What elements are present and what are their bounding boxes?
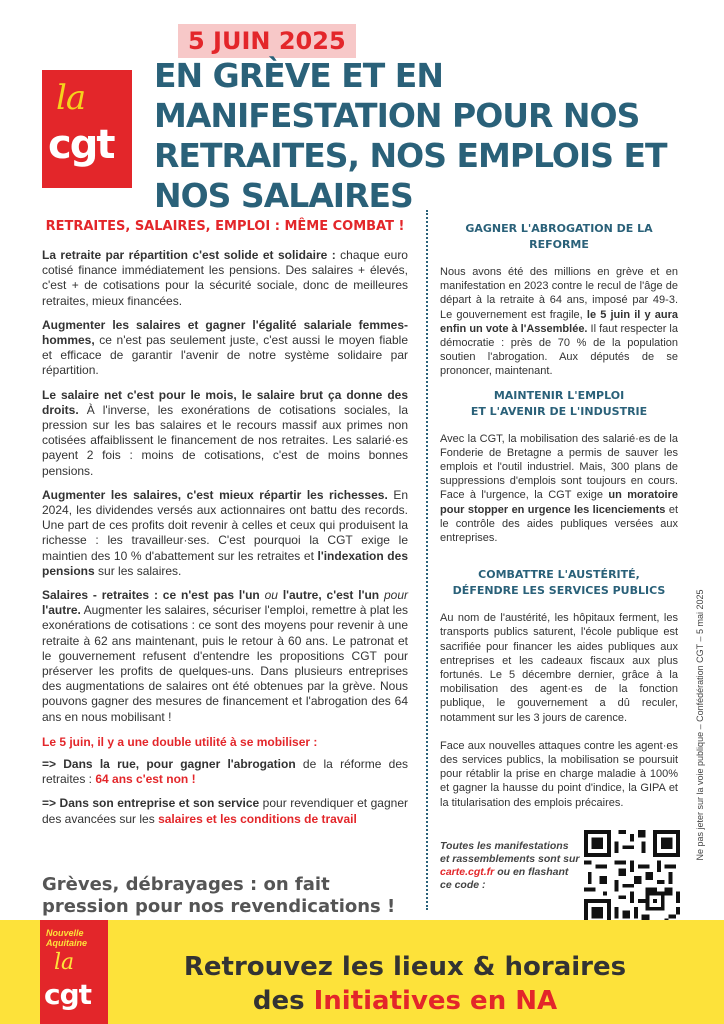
- right-column: [440, 215, 678, 819]
- paragraph-emploi: [440, 432, 678, 546]
- section-title-emploi: [440, 388, 678, 420]
- paragraph-austerite: Au nom de l'austérité, les hôpitaux ferment, les transports publics saturent, l'école publique est sacrifiée pour financer les aides publiques aux entreprises et les cadeaux fiscaux aux plus fortunés. Le 5 décembre dernier, grâce à la mobilisation des agent·es de la fonction publique, le gouvernement a dû reculer, notamment sur les 3 jours de carence.: [440, 612, 678, 724]
- cgt-logo: [42, 70, 132, 188]
- bold-lead: l'autre, c'est l'un: [277, 588, 384, 603]
- bold-lead: Salaires - retraites : ce n'est pas l'un: [42, 588, 265, 603]
- paragraph-text: de la réforme des retraites :: [42, 756, 409, 787]
- section-title-austerite: [440, 567, 678, 599]
- paragraph-egalite: [42, 318, 408, 379]
- bold-inline: l'indexation des pensions: [42, 548, 408, 578]
- section-title-abrogation: GAGNER L'ABROGATION DE LA REFORME: [465, 222, 653, 251]
- title-line: MAINTENIR L'EMPLOI: [493, 388, 625, 402]
- title-line: COMBATTRE L'AUSTÉRITÉ,: [478, 568, 640, 582]
- red-highlight: 64 ans c'est non !: [95, 772, 196, 787]
- bold-lead: => Dans la rue, pour gagner l'abrogation: [42, 756, 296, 771]
- paragraph-text: En 2024, les dividendes versés aux actionnaires ont battu des records. Une part de ces profits doit revenir à celles et ceux qui produisent la richesse : les travailleur·ses. C'est pourquoi la CGT exige le maintien des 10 % d'abattement sur les retraites et: [42, 487, 408, 563]
- paragraph-retraite: [42, 248, 408, 309]
- mobilise-heading: Le 5 juin, il y a une double utilité à se mobiliser :: [42, 734, 318, 749]
- paragraph-salaire-net: [42, 388, 408, 479]
- carte-cgt-link[interactable]: carte.cgt.fr: [440, 866, 495, 878]
- paragraph-text: Avec la CGT, la mobilisation des salarié·es de la Fonderie de Bretagne a permis de sauver les emplois et l'outil industriel. Mais, 300 plans de suppressions d'emplois sont toujours en cours. Face à l'urgence, la CGT exige: [440, 432, 678, 502]
- qr-caption: [440, 840, 580, 892]
- paragraph-text: Il faut respecter la démocratie : près de 70 % de la population soutien l'abrogation. Aux députés de se prononcer, maintenant.: [440, 322, 678, 378]
- footer-line: Retrouvez les lieux & horaires: [183, 952, 627, 982]
- date-badge: 5 JUIN 2025: [178, 24, 356, 58]
- paragraph-text: et le contrôle des aides publiques versées aux entreprises.: [440, 503, 679, 545]
- paragraph-text: pour revendiquer et gagner des avancées sur les: [42, 796, 408, 826]
- qr-caption-text: Toutes les manifestations et rassemblements sont sur: [440, 840, 580, 865]
- bold-lead: l'autre.: [42, 603, 81, 618]
- paragraph-services-publics: Face aux nouvelles attaques contre les agent·es des services publics, la mobilisation se poursuit pour rétablir la prise en charge maladie à 100% et gagner la hausse du point d'indice, la GIPA et la titularisation des emplois précaires.: [440, 739, 678, 809]
- cgt-na-logo: [40, 920, 108, 1024]
- paragraph-text: À l'inverse, les exonérations de cotisations sociales, la pression sur les bas salaires et le recours massif aux primes non cotisées affaiblissent le financement de nos retraites. Les salarié·es payent 2 fois : moins de cotisations, c'est de moins bonnes pensions.: [42, 402, 408, 478]
- column-divider: [426, 210, 428, 910]
- paragraph-text: ce n'est pas seulement juste, c'est aussi le moyen fiable et efficace de garantir l'avenir de notre système solidaire par répartition.: [42, 333, 408, 378]
- logo-cgt-text: cgt: [48, 122, 114, 168]
- footer-cta[interactable]: [125, 950, 685, 1018]
- bold-inline: un moratoire pour stopper en urgence les licenciements: [440, 489, 678, 516]
- title-line: ET L'AVENIR DE L'INDUSTRIE: [470, 404, 648, 418]
- logo-la-text: la: [56, 78, 86, 118]
- region-label: [46, 928, 87, 948]
- initiatives-link[interactable]: Initiatives en NA: [313, 986, 558, 1016]
- bold-inline: le 5 juin il y aura enfin un vote à l'Assemblée.: [440, 308, 678, 335]
- footer-line: des: [252, 986, 314, 1016]
- left-column: [42, 215, 408, 836]
- qr-caption-text: ou en flashant ce code :: [440, 866, 569, 891]
- left-section-title: RETRAITES, SALAIRES, EMPLOI : MÊME COMBAT !: [45, 219, 405, 234]
- paragraph-richesses: [42, 488, 408, 579]
- region-line: Nouvelle: [46, 928, 84, 938]
- paragraph-entreprise: [42, 796, 408, 826]
- title-line: DÉFENDRE LES SERVICES PUBLICS: [452, 584, 666, 598]
- bold-lead: Augmenter les salaires, c'est mieux répartir les richesses.: [42, 487, 388, 502]
- italic-word: ou: [264, 588, 278, 603]
- paragraph-text: Nous avons été des millions en grève et en manifestation en 2023 contre le recul de l'âge de départ à la retraite à 64 ans, imposé par 49-3. Le gouvernement est fragile,: [440, 266, 678, 321]
- greves-slogan: Grèves, débrayages : on fait pression pour nos revendications !: [42, 874, 396, 917]
- bold-lead: Le salaire net c'est pour le mois, le salaire brut ça donne des droits.: [42, 387, 408, 417]
- region-line: Aquitaine: [46, 938, 88, 948]
- italic-word: pour: [383, 588, 408, 603]
- paragraph-rue: [42, 757, 408, 787]
- qr-code[interactable]: [584, 830, 680, 926]
- side-note: [692, 535, 708, 915]
- footer-logo-la: la: [54, 950, 75, 975]
- paragraph-text: chaque euro cotisé finance immédiatement les pensions. Des salaires + élevés, c'est + de cotisations pour la sécurité sociale, donc de meilleures retraites, mieux financées.: [42, 248, 408, 308]
- footer-banner: [0, 920, 724, 1024]
- paragraph-text: Augmenter les salaires, sécuriser l'emploi, remettre à plat les exonérations de cotisations : ce sont des moyens pour revenir à une retraite à 62 ans maintenant, puis le retour à 60 ans. Le patronat et le gouvernement refusent d'entendre les propositions CGT pour préserver les profits de quelques-uns. Dans plusieurs entreprises des augmentations de salaires ont été obtenues par la grève. Nous pouvons gagner des mesures de financement et l'abrogation des 64 ans en nous mobilisant !: [42, 603, 408, 724]
- paragraph-salaires-retraites: [42, 588, 408, 725]
- bold-lead: Augmenter les salaires et gagner l'égalité salariale femmes-hommes,: [42, 317, 408, 348]
- bold-lead: => Dans son entreprise et son service: [42, 796, 260, 811]
- paragraph-abrogation: [440, 265, 678, 379]
- bold-lead: La retraite par répartition c'est solide et solidaire :: [42, 248, 336, 262]
- red-highlight: salaires et les conditions de travail: [158, 811, 357, 826]
- side-note-text: Ne pas jeter sur la voie publique – Confédération CGT – 5 mai 2025: [695, 589, 705, 861]
- footer-logo-cgt: cgt: [44, 978, 92, 1011]
- headline: EN GRÈVE ET EN MANIFESTATION POUR NOS RETRAITES, NOS EMPLOIS ET NOS SALAIRES: [154, 56, 667, 215]
- paragraph-text: sur les salaires.: [94, 563, 182, 578]
